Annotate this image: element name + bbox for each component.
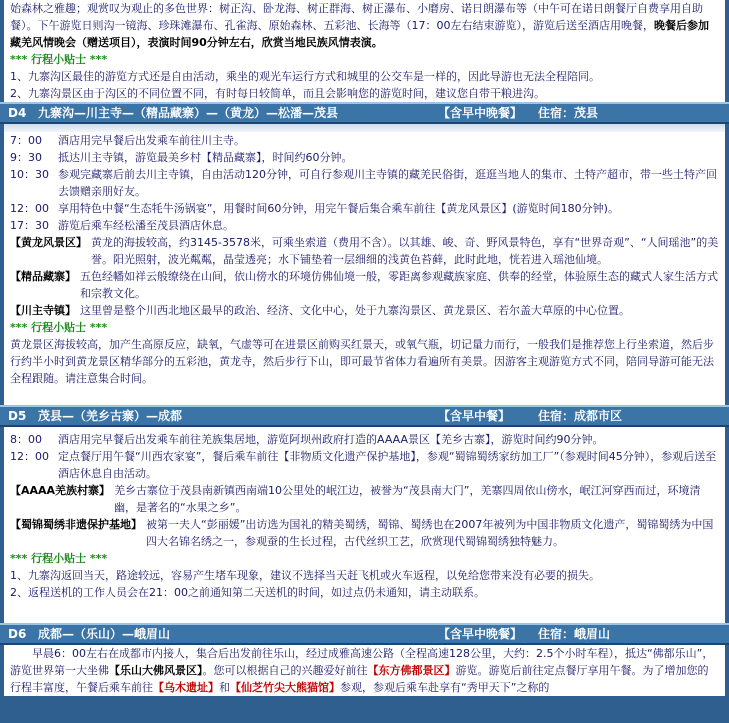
day-route: 茂县—（羌乡古寨）—成都 — [38, 408, 183, 423]
spot-desc: 【川主寺镇】 这里曾是整个川西北地区最早的政治、经济、文化中心，处于九寨沟景区、黄龙景区、若尔盖大草原的中心位置。 — [10, 304, 630, 317]
tip-1: 1、九寨沟返回当天，路途较远，容易产生堵车现象，建议不选择当天赶飞机或火车返程，以免给您带来没有必要的损失。 — [10, 569, 600, 582]
schedule-item: 8：00 酒店用完早餐后出发乘车前往羌族集居地，游览阿坝州政府打造的AAAA景区【羌乡古寨】，游览时间约90分钟。 — [10, 433, 604, 446]
d3-continuation — [0, 0, 729, 102]
day-meals: 【含早中晚餐】 — [438, 626, 523, 641]
divider — [0, 124, 729, 132]
schedule-item: 12：00 定点餐厅用午餐“川西农家宴”，餐后乘车前往【非物质文化遗产保护基地】，参观“蜀锦蜀绣家纺加工厂”（参观时间45分钟），参观后送至酒店休息自由活动。 — [10, 450, 717, 480]
tip-2: 2、九寨沟景区由于沟区的不同位置不同，有时每日较简单，而且会影响您的游览时间，建议您自带干粮进沟。 — [10, 87, 545, 100]
spacer — [10, 387, 719, 405]
day-header-d5 — [0, 405, 729, 427]
day-meals: 【含早中餐】 — [438, 408, 511, 423]
day-number: D5 — [8, 408, 27, 423]
tip-2: 2、返程送机的工作人员会在21：00之前通知第二天送机的时间，如过点仍未通知，请主动联系。 — [10, 586, 485, 599]
d3-text: 始森林之雅趣；观赏叹为观止的多色世界：树正沟、卧龙海、树正群海、树正瀑布、小磨房、诺日朗瀑布等（中午可在诺日朗餐厅自费享用自助餐）。下午游览日则沟一镜海、珍珠滩瀑布、孔雀海、原始森林、五彩池、长海等（17：00左右结束游览），游览后送至酒店用晚餐，晚餐后参加藏羌风情晚会（赠送项目），表演时间90分钟左右，欣赏当地民族风情表演。 — [10, 2, 709, 49]
day-stay: 住宿：成都市区 — [538, 408, 623, 423]
d4-body — [0, 132, 729, 405]
spacer — [10, 601, 719, 623]
day-route: 九寨沟—川主寺—（精品藏寨）—（黄龙）—松潘—茂县 — [38, 105, 339, 120]
schedule-item: 17：30 游览后乘车经松潘至茂县酒店休息。 — [10, 219, 234, 232]
schedule-item: 7：00 酒店用完早餐后出发乘车前往川主寺。 — [10, 134, 245, 147]
evening-show: 晚餐后参加藏羌风情晚会（赠送项目），表演时间90分钟左右，欣赏当地民族风情表演。 — [10, 19, 709, 49]
d5-body — [0, 427, 729, 623]
d6-body — [0, 645, 729, 696]
day-stay: 住宿：茂县 — [538, 105, 599, 120]
tip-title: *** 行程小贴士 *** — [10, 321, 108, 334]
spot-desc: 【AAAA羌族村寨】 羌乡古寨位于茂县南新镇西南端10公里处的岷江边，被誉为“茂县南大门”，羌寨四周依山傍水，岷江河穿西而过，环境清幽，是著名的“水果之乡”。 — [10, 484, 701, 514]
day-stay: 住宿：峨眉山 — [538, 626, 611, 641]
day-route: 成都—（乐山）—峨眉山 — [38, 626, 171, 641]
day-header-d4 — [0, 102, 729, 124]
day-header-d6 — [0, 623, 729, 645]
tip-1: 1、九寨沟区最佳的游览方式还是自由活动，乘坐的观光车运行方式和城里的公交车是一样的，因此导游也无法全程陪同。 — [10, 70, 600, 83]
day-meals: 【含早中晚餐】 — [438, 105, 523, 120]
spot-desc: 【精品藏寨】 五色经幡如祥云般缭绕在山间，依山傍水的环境仿佛仙境一般，零距离参观藏族家庭、供奉的经堂，体验原生态的藏式人家生活方式和宗教文化。 — [10, 270, 718, 300]
schedule-item: 12：00 享用特色中餐“生态牦牛汤锅宴”，用餐时间60分钟，用完午餐后集合乘车前往【黄龙风景区】(游览时间180分钟)。 — [10, 202, 619, 215]
day-number: D6 — [8, 626, 27, 641]
schedule-item: 9：30 抵达川主寺镇，游览最美乡村【精品藏寨】，时间约60分钟。 — [10, 151, 353, 164]
spot-desc: 【蜀锦蜀绣非遗保护基地】 被第一夫人“彭丽媛”出访选为国礼的精美蜀绣，蜀锦、蜀绣也在2007年被列为中国非物质文化遗产，蜀锦蜀绣为中国四大名锦名绣之一，参观蚕的生长过程，古代丝织工艺，欣赏现代蜀锦蜀绣独特魅力。 — [10, 518, 714, 548]
schedule-item: 10：30 参观完藏寨后前去川主寺镇，自由活动120分钟，可自行参观川主寺镇的藏羌民俗街，逛逛当地人的集市、土特产超市，带一些土特产回去馈赠亲朋好友。 — [10, 168, 717, 198]
tip-title: *** 行程小贴士 *** — [10, 552, 108, 565]
tip-title: *** 行程小贴士 *** — [10, 53, 108, 66]
spot-desc: 【黄龙风景区】 黄龙的海拔较高，约3145-3578米，可乘坐索道（费用不含）。以其雄、峻、奇、野风景特色，享有“世界奇观”、“人间瑶池”的美誉。阳光照射，波光粼粼，晶莹透亮；水下铺垫着一层细细的浅黄色苔藓，此时此地，恍若进入瑶池仙境。 — [10, 236, 719, 266]
d6-text: 早晨6：00左右在成都市内接人，集合后出发前往乐山，经过成雅高速公路（全程高速128公里，大约：2.5个小时车程），抵达“佛都乐山”，游览世界第一大坐佛【乐山大佛风景区】。您可以根据自己的兴趣爱好前往【东方佛都景区】游览。游览后前往定点餐厅享用午餐。为了增加您的行程丰富度，午餐后乘车前往【乌木遗址】和【仙芝竹尖大熊猫馆】参观，参观后乘车赴享有“秀甲天下”之称的 — [10, 647, 714, 694]
tip-text: 黄龙景区海拔较高，加产生高原反应，缺氧，气虚等可在进景区前购买红景天，或氧气瓶，切记量力而行，一般我们是推荐您上行坐索道，然后步行约半小时到黄龙景区精华部分的五彩池，黄龙寺，然后步行下山，即可最节省体力看遍所有美景。因游客主观游览方式不同，陪同导游可能无法全程跟随。请注意集合时间。 — [10, 338, 714, 385]
day-number: D4 — [8, 105, 27, 120]
